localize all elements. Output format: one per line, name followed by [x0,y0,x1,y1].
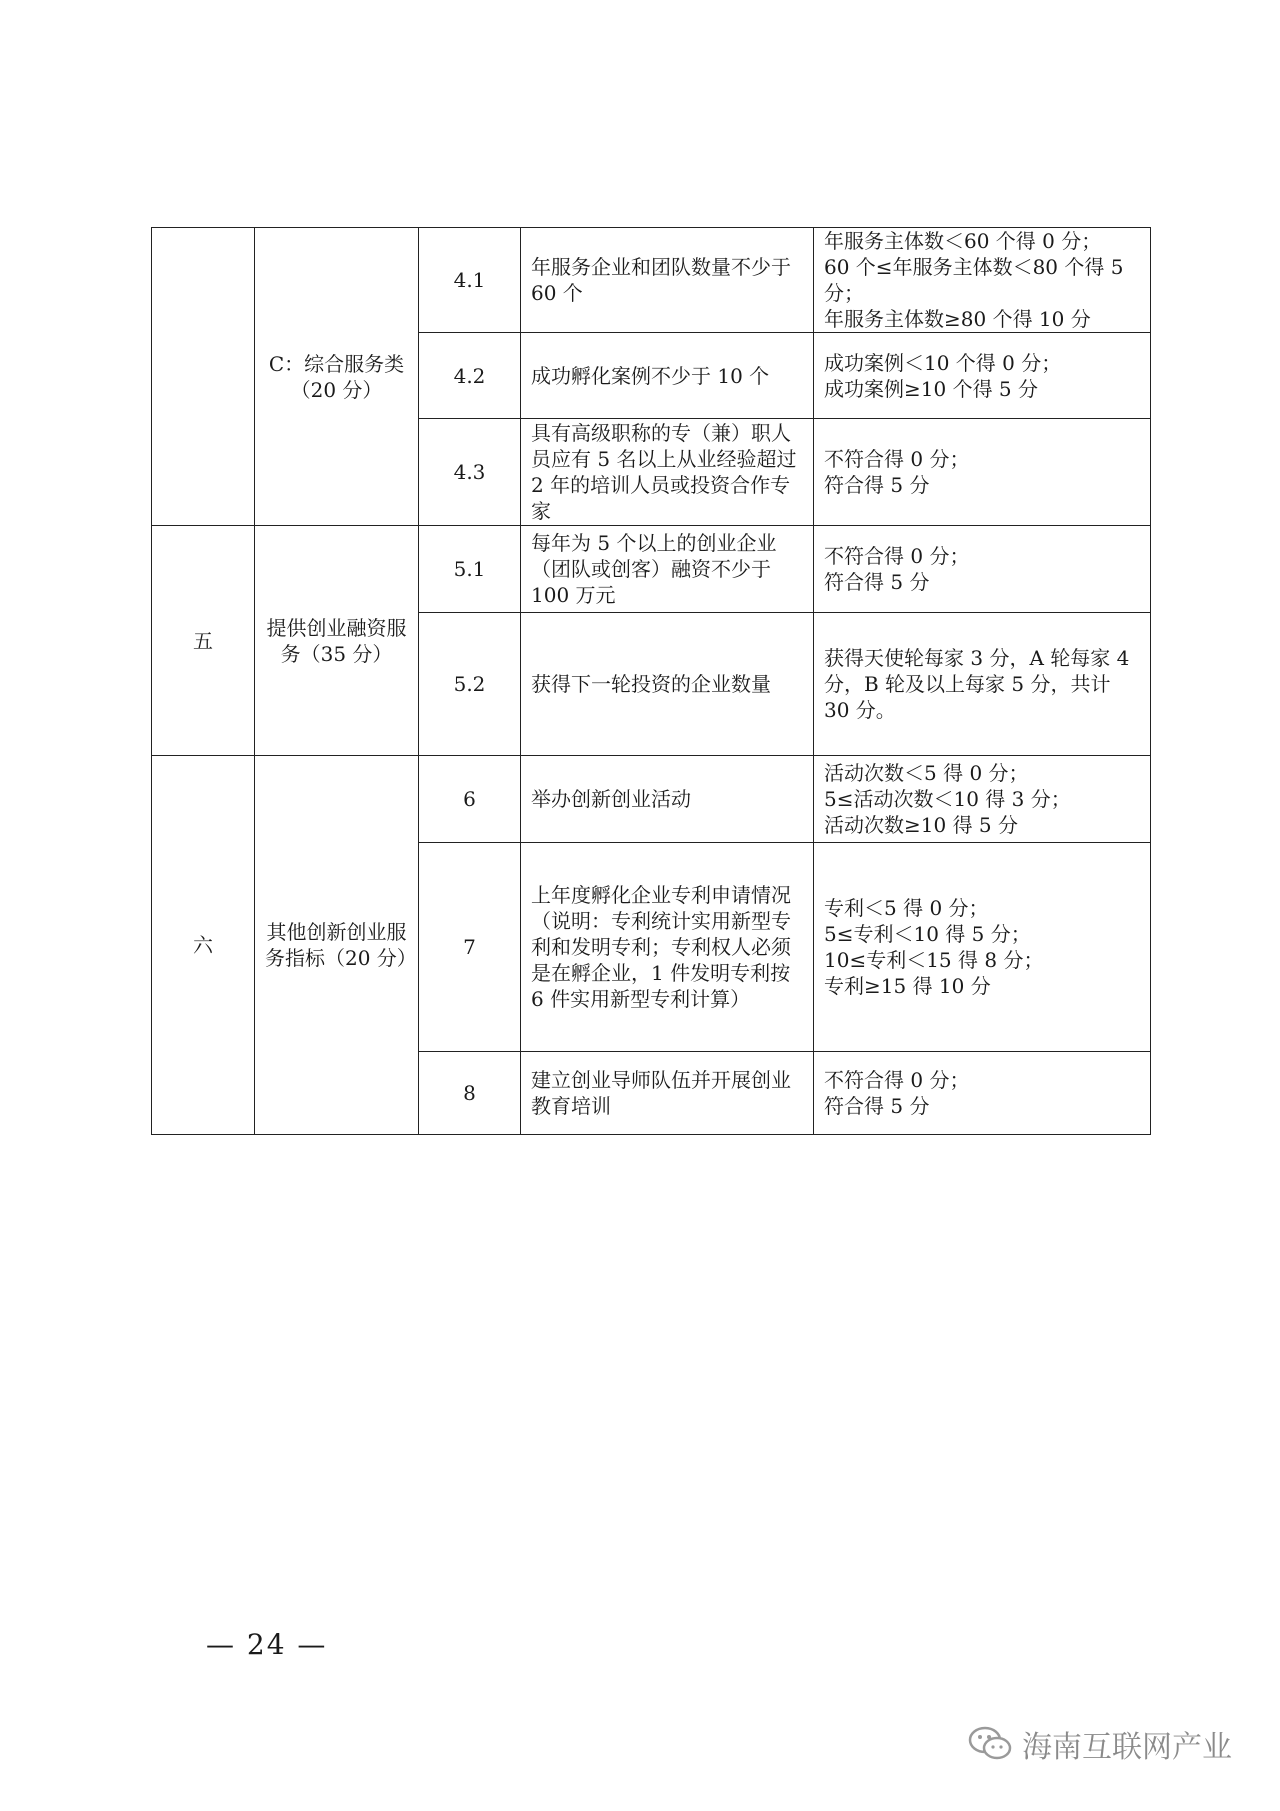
scoring-line: 获得天使轮每家 3 分，A 轮每家 4 分，B 轮及以上每家 5 分，共计 30 分。 [824,646,1136,722]
watermark-text: 海南互联网产业 [1022,1730,1232,1765]
scoring-line: 符合得 5 分 [824,570,930,594]
category-cell: 其他创新创业服务指标（20 分） [255,756,419,1135]
scoring-line: 不符合得 0 分； [824,1068,970,1092]
table-row [152,228,1151,333]
scoring-line: 专利≥15 得 10 分 [824,974,991,998]
scoring-line: 5≤专利＜10 得 5 分； [824,922,1031,946]
sub-item-number: 6 [419,756,521,843]
scoring-line: 不符合得 0 分； [824,544,970,568]
scoring-criteria [814,526,1151,613]
indicator-content: 年服务企业和团队数量不少于 60 个 [521,228,814,333]
indicator-content: 获得下一轮投资的企业数量 [521,613,814,756]
scoring-line: 5≤活动次数＜10 得 3 分； [824,787,1071,811]
indicator-content: 上年度孵化企业专利申请情况（说明：专利统计实用新型专利和发明专利；专利权人必须是在孵企业，1 件发明专利按 6 件实用新型专利计算） [521,843,814,1052]
table-row [152,756,1151,843]
indicator-content: 举办创新创业活动 [521,756,814,843]
page-number: — 24 — [206,1628,328,1661]
indicator-content: 建立创业导师队伍并开展创业教育培训 [521,1052,814,1135]
scoring-line: 成功案例≥10 个得 5 分 [824,376,1039,401]
table-row [152,526,1151,613]
scoring-criteria [814,333,1151,419]
scoring-criteria [814,1052,1151,1135]
scoring-criteria [814,843,1151,1052]
indicator-content: 具有高级职称的专（兼）职人员应有 5 名以上从业经验超过 2 年的培训人员或投资合作专家 [521,419,814,526]
scoring-line: 成功案例＜10 个得 0 分； [824,350,1062,375]
evaluation-table [151,227,1151,1135]
scoring-line: 专利＜5 得 0 分； [824,896,989,920]
scoring-line: 10≤专利＜15 得 8 分； [824,948,1044,972]
wechat-icon [968,1725,1012,1763]
indicator-content: 成功孵化案例不少于 10 个 [521,333,814,419]
scoring-line: 不符合得 0 分； [824,447,970,471]
scoring-criteria [814,756,1151,843]
sub-item-number: 4.2 [419,333,521,419]
section-number-cell: 五 [152,526,255,756]
scoring-line: 活动次数＜5 得 0 分； [824,761,1029,785]
section-number-cell [152,228,255,526]
sub-item-number: 7 [419,843,521,1052]
sub-item-number: 5.2 [419,613,521,756]
sub-item-number: 4.1 [419,228,521,333]
scoring-line: 活动次数≥10 得 5 分 [824,813,1019,837]
scoring-criteria [814,613,1151,756]
sub-item-number: 5.1 [419,526,521,613]
scoring-line: 符合得 5 分 [824,473,930,497]
scoring-line: 年服务主体数＜60 个得 0 分； [824,229,1102,253]
sub-item-number: 8 [419,1052,521,1135]
indicator-content: 每年为 5 个以上的创业企业（团队或创客）融资不少于 100 万元 [521,526,814,613]
scoring-criteria [814,419,1151,526]
scoring-criteria [814,228,1151,333]
scoring-line: 符合得 5 分 [824,1094,930,1118]
scoring-line: 年服务主体数≥80 个得 10 分 [824,307,1091,331]
category-cell: 提供创业融资服务（35 分） [255,526,419,756]
category-cell: C：综合服务类（20 分） [255,228,419,526]
scoring-line: 60 个≤年服务主体数＜80 个得 5 分； [824,255,1130,305]
sub-item-number: 4.3 [419,419,521,526]
section-number-cell: 六 [152,756,255,1135]
watermark [968,1722,1232,1766]
